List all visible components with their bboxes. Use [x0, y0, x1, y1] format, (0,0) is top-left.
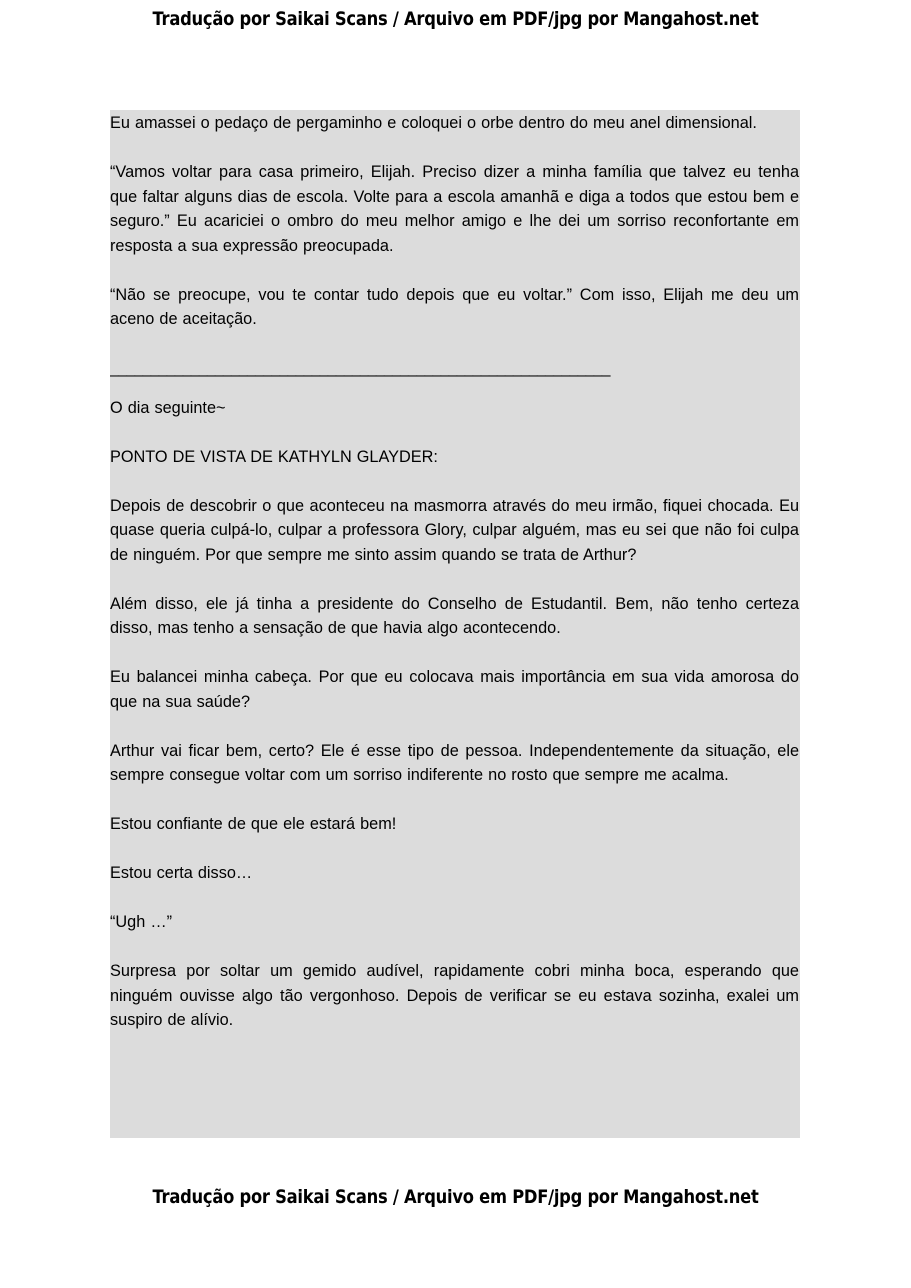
- paragraph: Arthur vai ficar bem, certo? Ele é esse tipo de pessoa. Independentemente da situação, ele sempre consegue voltar com um sorriso indiferente no rosto que sempre me acalma.: [110, 741, 799, 784]
- page-header-watermark: Tradução por Saikai Scans / Arquivo em PDF/jpg por Mangahost.net: [152, 8, 759, 30]
- paragraph: Além disso, ele já tinha a presidente do Conselho de Estudantil. Bem, não tenho certeza disso, mas tenho a sensação de que havia algo acontecendo.: [110, 594, 799, 637]
- paragraph: Surpresa por soltar um gemido audível, rapidamente cobri minha boca, esperando que ninguém ouvisse algo tão vergonhoso. Depois de verificar se eu estava sozinha, exalei um suspiro de alívio.: [110, 962, 799, 1029]
- paragraph: Eu balancei minha cabeça. Por que eu colocava mais importância em sua vida amorosa do que na sua saúde?: [110, 668, 799, 711]
- paragraph: O dia seguinte~: [110, 398, 226, 417]
- paragraph: Eu amassei o pedaço de pergaminho e coloquei o orbe dentro do meu anel dimensional.: [110, 114, 757, 132]
- story-text: [110, 111, 799, 1057]
- paragraph: Depois de descobrir o que aconteceu na masmorra através do meu irmão, fiquei chocada. Eu quase queria culpá-lo, culpar a professora Glory, culpar alguém, mas eu sei que não foi culpa de ninguém. Por que sempre me sinto assim quando se trata de Arthur?: [110, 496, 799, 564]
- paragraph: PONTO DE VISTA DE KATHYLN GLAYDER:: [110, 447, 438, 466]
- paragraph: “Ugh …”: [110, 913, 173, 931]
- paragraph: Estou certa disso…: [110, 864, 253, 882]
- paragraph: “Vamos voltar para casa primeiro, Elijah. Preciso dizer a minha família que talvez eu tenha que faltar alguns dias de escola. Volte para a escola amanhã e diga a todos que estou bem e seguro.” Eu acariciei o ombro do meu melhor amigo e lhe dei um sorriso reconfortante em resposta a sua expressão preocupada.: [110, 163, 799, 255]
- page-footer-watermark: Tradução por Saikai Scans / Arquivo em PDF/jpg por Mangahost.net: [152, 1186, 759, 1208]
- paragraph: “Não se preocupe, vou te contar tudo depois que eu voltar.” Com isso, Elijah me deu um aceno de aceitação.: [110, 285, 799, 328]
- scene-separator: ______________________________________________________________: [110, 359, 610, 377]
- paragraph: Estou confiante de que ele estará bem!: [110, 815, 397, 833]
